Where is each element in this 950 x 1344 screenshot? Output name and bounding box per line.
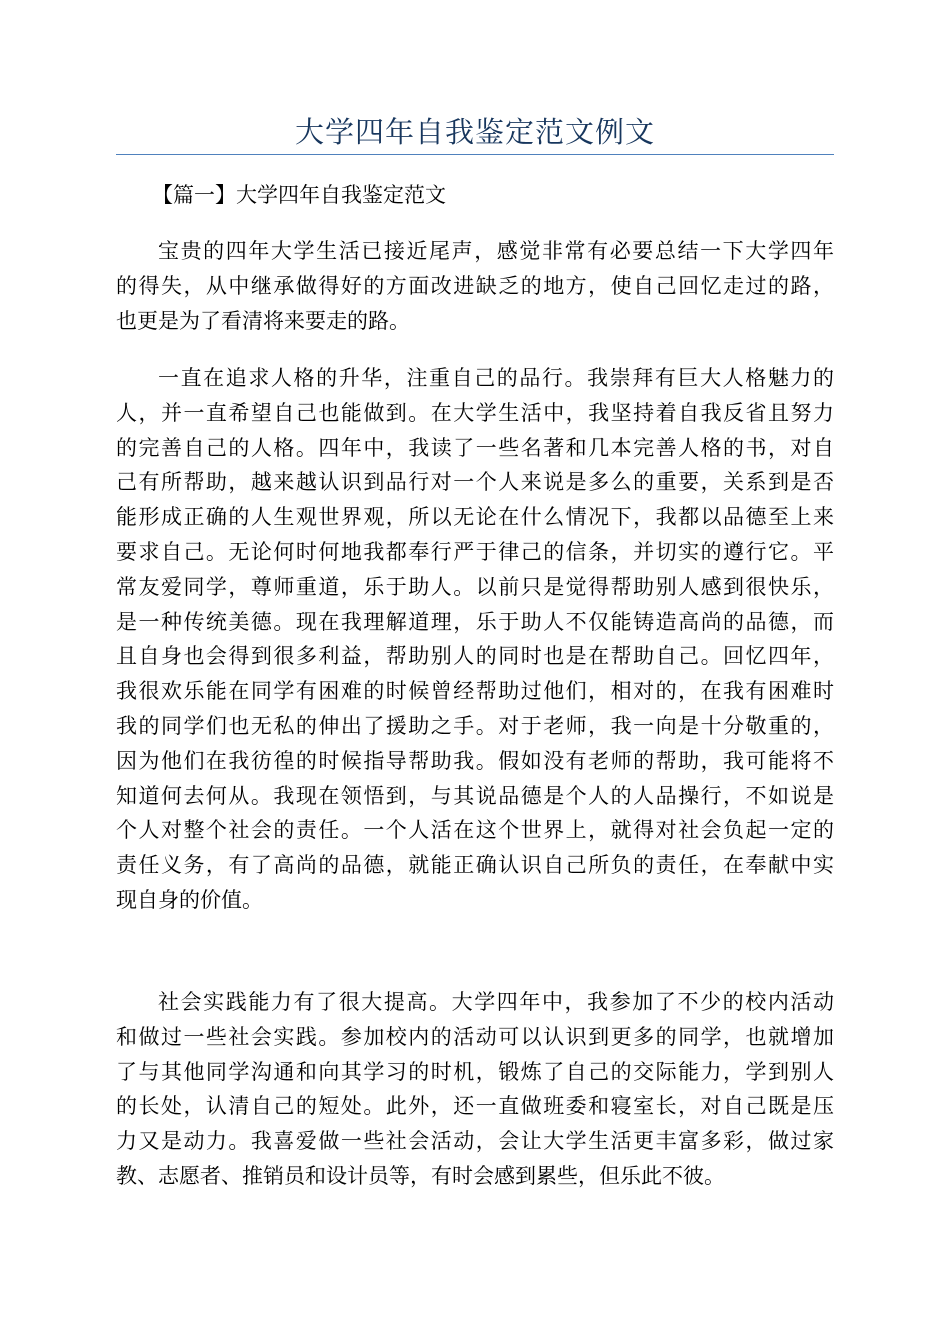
paragraph-line: 一直在追求人格的升华，注重自己的品行。我崇拜有巨大人格魅力的: [158, 366, 834, 390]
title-underline: [116, 154, 834, 155]
paragraph-line: 教、志愿者、推销员和设计员等，有时会感到累些，但乐此不彼。: [116, 1163, 725, 1188]
paragraph-line: 人，并一直希望自己也能做到。在大学生活中，我坚持着自我反省且努力: [116, 400, 834, 425]
section-heading: 【篇一】大学四年自我鉴定范文: [152, 183, 446, 207]
paragraph-line: 社会实践能力有了很大提高。大学四年中，我参加了不少的校内活动: [158, 990, 834, 1014]
paragraph-line: 常友爱同学，尊师重道，乐于助人。以前只是觉得帮助别人感到很快乐，: [116, 574, 834, 599]
paragraph-line: 能形成正确的人生观世界观，所以无论在什么情况下，我都以品德至上来: [116, 505, 834, 530]
paragraph-3: [116, 985, 834, 1194]
paragraph-line: 我很欢乐能在同学有困难的时候曾经帮助过他们，相对的，在我有困难时: [116, 679, 834, 704]
paragraph-line: 的长处，认清自己的短处。此外，还一直做班委和寝室长，对自己既是压: [116, 1094, 834, 1119]
paragraph-line: 宝贵的四年大学生活已接近尾声，感觉非常有必要总结一下大学四年: [158, 239, 834, 263]
paragraph-line: 知道何去何从。我现在领悟到，与其说品德是个人的人品操行，不如说是: [116, 783, 834, 808]
paragraph-line: 因为他们在我彷徨的时候指导帮助我。假如没有老师的帮助，我可能将不: [116, 748, 834, 773]
paragraph-line: 也更是为了看清将来要走的路。: [116, 308, 410, 333]
paragraph-line: 现自身的价值。: [116, 887, 263, 912]
paragraph-line: 要求自己。无论何时何地我都奉行严于律己的信条，并切实的遵行它。平: [116, 539, 834, 564]
paragraph-1: [116, 234, 834, 338]
paragraph-line: 责任义务，有了高尚的品德，就能正确认识自己所负的责任，在奉献中实: [116, 853, 834, 878]
document-title: 大学四年自我鉴定范文例文: [294, 115, 655, 149]
paragraph-2: [116, 361, 834, 918]
paragraph-line: 是一种传统美德。现在我理解道理，乐于助人不仅能铸造高尚的品德，而: [116, 609, 834, 634]
paragraph-line: 己有所帮助，越来越认识到品行对一个人来说是多么的重要，关系到是否: [116, 470, 834, 495]
paragraph-line: 的得失，从中继承做得好的方面改进缺乏的地方，使自己回忆走过的路，: [116, 273, 834, 298]
paragraph-line: 和做过一些社会实践。参加校内的活动可以认识到更多的同学，也就增加: [116, 1024, 834, 1049]
paragraph-line: 的完善自己的人格。四年中，我读了一些名著和几本完善人格的书，对自: [116, 435, 834, 460]
paragraph-line: 了与其他同学沟通和向其学习的时机，锻炼了自己的交际能力，学到别人: [116, 1059, 834, 1084]
paragraph-line: 我的同学们也无私的伸出了援助之手。对于老师，我一向是十分敬重的，: [116, 713, 834, 738]
paragraph-line: 力又是动力。我喜爱做一些社会活动，会让大学生活更丰富多彩，做过家: [116, 1129, 834, 1154]
paragraph-line: 个人对整个社会的责任。一个人活在这个世界上，就得对社会负起一定的: [116, 818, 834, 843]
paragraph-line: 且自身也会得到很多利益，帮助别人的同时也是在帮助自己。回忆四年，: [116, 644, 834, 669]
